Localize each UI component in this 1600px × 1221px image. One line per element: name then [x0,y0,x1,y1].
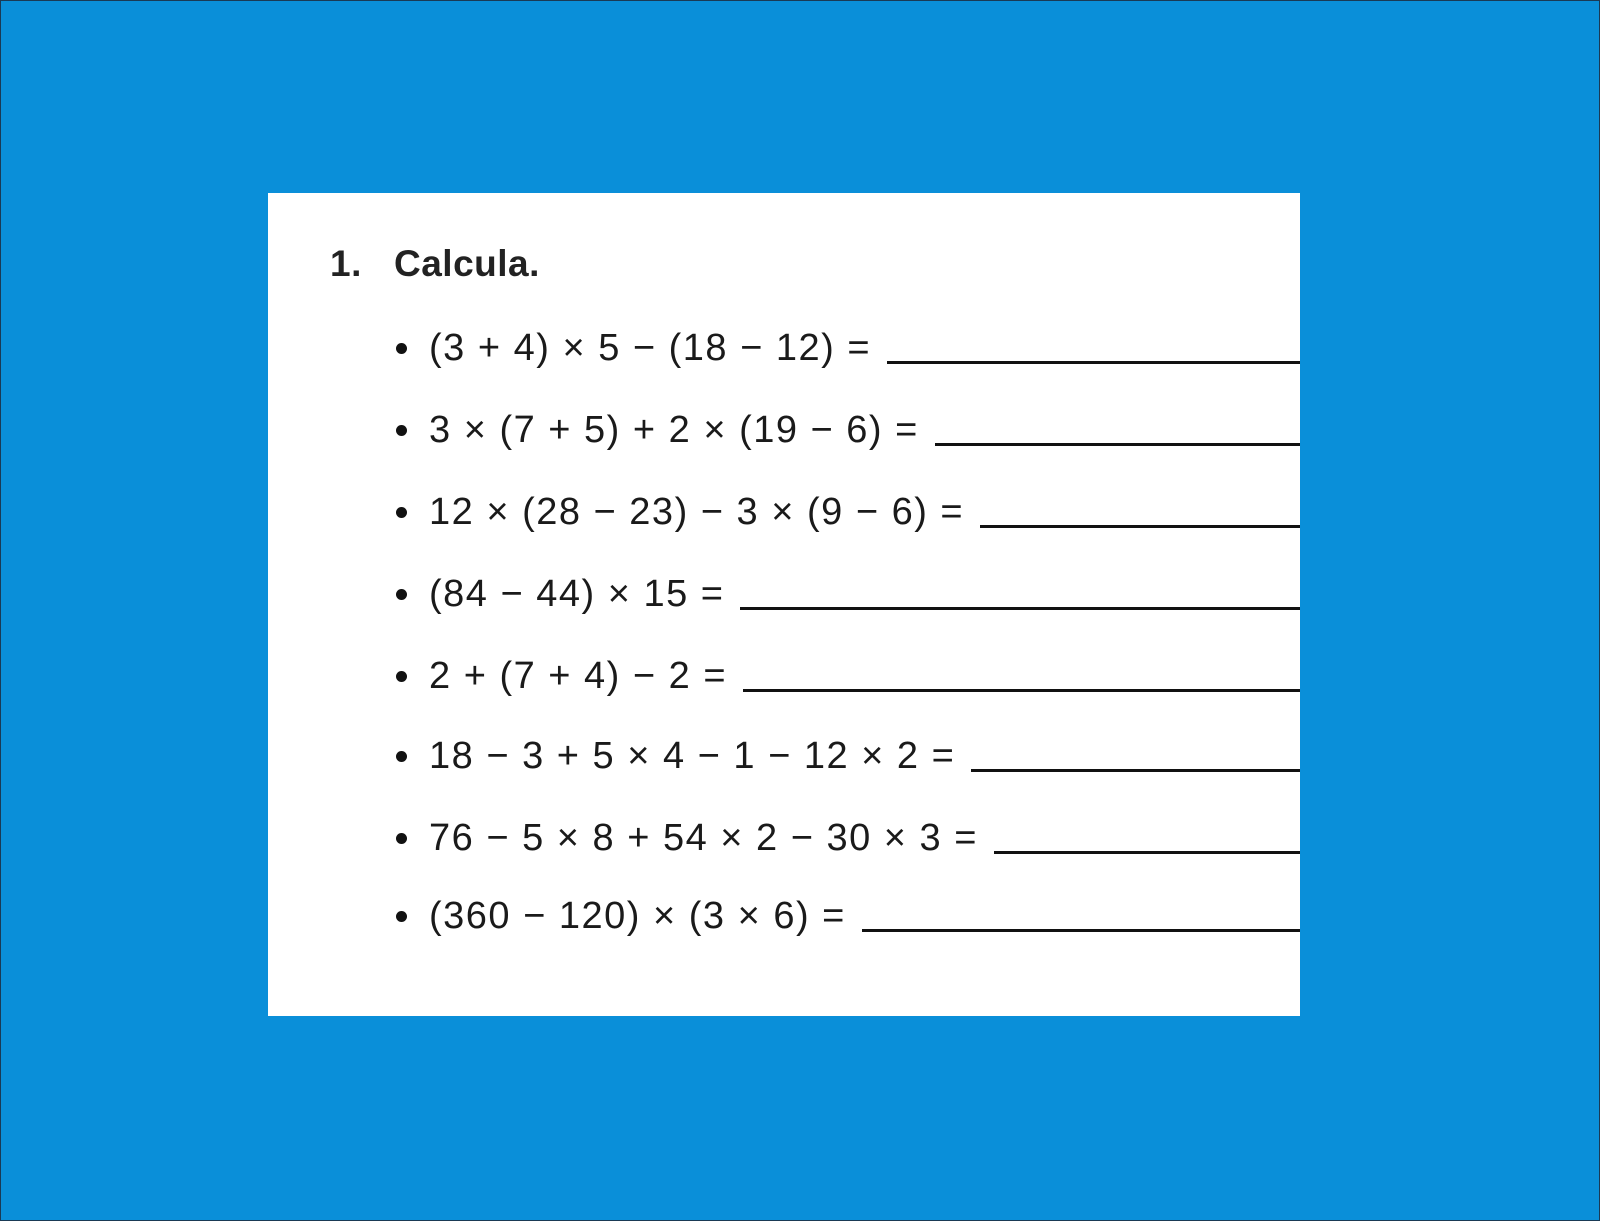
exercise-expression: 76 − 5 × 8 + 54 × 2 − 30 × 3 = [429,816,978,859]
answer-blank[interactable] [935,443,1300,446]
bullet-icon [396,343,407,354]
bullet-icon [396,751,407,762]
exercise-item [396,323,1300,373]
exercise-item [396,731,1300,781]
exercise-expression: (3 + 4) × 5 − (18 − 12) = [429,326,872,369]
exercise-expression: (360 − 120) × (3 × 6) = [429,894,846,937]
exercise-item [396,813,1300,863]
exercise-item [396,405,1300,455]
exercise-expression: 12 × (28 − 23) − 3 × (9 − 6) = [429,490,965,533]
bullet-icon [396,911,407,922]
exercise-heading [330,243,540,285]
answer-blank[interactable] [971,769,1300,772]
exercise-instruction: Calcula. [394,243,540,284]
exercise-expression: (84 − 44) × 15 = [429,572,725,615]
exercise-item [396,569,1300,619]
exercise-number: 1. [330,243,362,284]
exercise-expression: 2 + (7 + 4) − 2 = [429,654,728,697]
answer-blank[interactable] [887,361,1300,364]
bullet-icon [396,833,407,844]
bullet-icon [396,589,407,600]
exercise-expression: 18 − 3 + 5 × 4 − 1 − 12 × 2 = [429,734,956,777]
bullet-icon [396,507,407,518]
answer-blank[interactable] [743,689,1300,692]
answer-blank[interactable] [740,607,1300,610]
answer-blank[interactable] [862,929,1300,932]
worksheet-card [268,193,1300,1016]
bullet-icon [396,425,407,436]
exercise-expression: 3 × (7 + 5) + 2 × (19 − 6) = [429,408,919,451]
answer-blank[interactable] [980,525,1300,528]
bullet-icon [396,671,407,682]
exercise-item [396,891,1300,941]
answer-blank[interactable] [994,851,1300,854]
exercise-item [396,651,1300,701]
exercise-item [396,487,1300,537]
